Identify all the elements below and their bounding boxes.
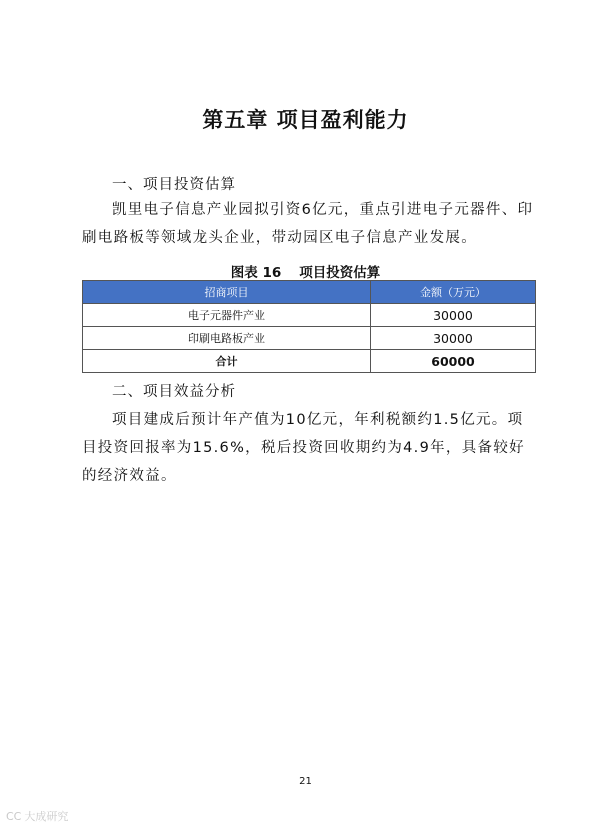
- table-total-row: [83, 350, 536, 373]
- section-heading-investment: 一、项目投资估算: [112, 177, 236, 193]
- table-row: [83, 327, 536, 350]
- row-item-name: 印刷电路板产业: [83, 327, 371, 350]
- investment-paragraph: [82, 196, 538, 252]
- table-row: [83, 304, 536, 327]
- header-project: 招商项目: [83, 281, 371, 304]
- watermark-text: 大成研究: [24, 810, 69, 823]
- investment-table: [82, 280, 536, 373]
- section-heading-benefit: 二、项目效益分析: [112, 384, 236, 400]
- row-amount: 30000: [371, 327, 536, 350]
- chapter-title: 第五章 项目盈利能力: [202, 107, 409, 132]
- row-amount: 30000: [371, 304, 536, 327]
- total-label: 合计: [83, 350, 371, 373]
- watermark-logo-icon: CC: [6, 809, 22, 823]
- benefit-paragraph: [82, 406, 538, 490]
- table-header-row: [83, 281, 536, 304]
- watermark: [6, 808, 68, 824]
- table-caption: [0, 261, 611, 281]
- benefit-paragraph-text: 项目建成后预计年产值为10亿元，年利税额约1.5亿元。项目投资回报率为15.6%，税后投资回收期约为4.9年，具备较好的经济效益。: [82, 412, 525, 484]
- investment-paragraph-text: 凯里电子信息产业园拟引资6亿元，重点引进电子元器件、印刷电路板等领域龙头企业，带动园区电子信息产业发展。: [82, 202, 534, 246]
- page-number: 21: [299, 776, 312, 787]
- row-item-name: 电子元器件产业: [83, 304, 371, 327]
- header-amount: 金额（万元）: [371, 281, 536, 304]
- table-caption-label: 图表 16: [230, 265, 282, 281]
- total-amount: 60000: [371, 350, 536, 373]
- table-caption-title: 项目投资估算: [299, 265, 381, 281]
